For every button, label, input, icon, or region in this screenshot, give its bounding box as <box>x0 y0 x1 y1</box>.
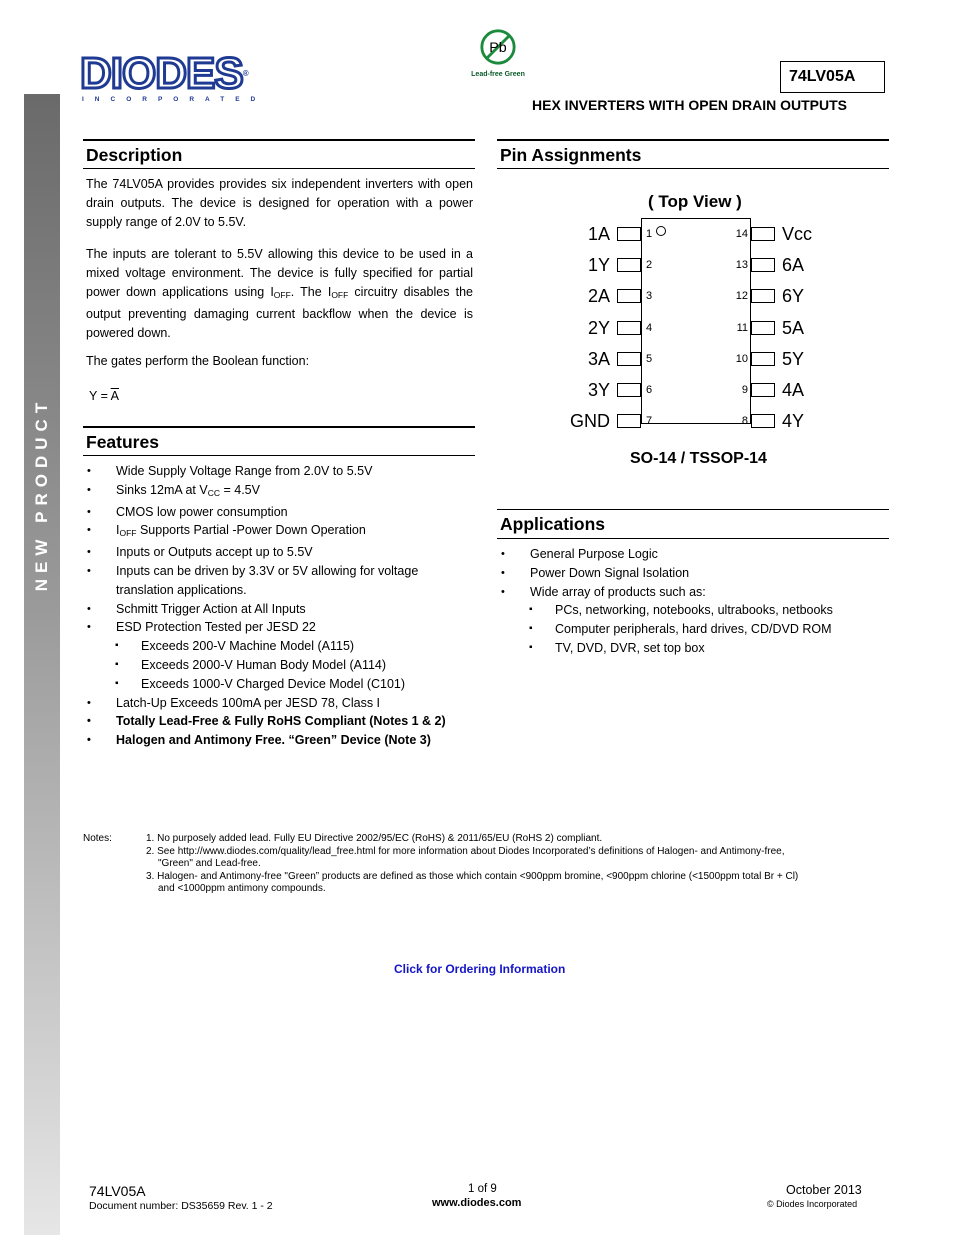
pin-label: 2Y <box>587 317 610 338</box>
note-1: 1. No purposely added lead. Fully EU Directive 2002/95/EC (RoHS) & 2011/65/EU (RoHS 2) compliant. <box>146 833 603 844</box>
list-item: • Inputs can be driven by 3.3V or 5V allowing for voltage translation applications. <box>83 562 475 600</box>
features-section <box>83 426 475 750</box>
pin-number: 2 <box>646 259 653 272</box>
list-item: • Totally Lead-Free & Fully RoHS Compliant (Notes 1 & 2) <box>83 712 475 731</box>
registered-mark: ® <box>242 69 248 78</box>
pin-label: 3A <box>587 348 610 369</box>
applications-heading: Applications <box>497 509 889 539</box>
pin-number: 13 <box>735 259 748 272</box>
pin-label: 1Y <box>587 255 610 276</box>
notes-label: Notes: <box>83 833 112 844</box>
diodes-logo <box>80 49 267 103</box>
chip-body <box>641 218 751 424</box>
pin-number: 9 <box>741 384 748 396</box>
pin-label: 4Y <box>782 411 805 432</box>
features-list <box>83 462 475 750</box>
pin-box <box>617 321 641 335</box>
pin-box <box>617 258 641 272</box>
footer-doc-number: Document number: DS35659 Rev. 1 - 2 <box>89 1200 273 1212</box>
pin-box <box>751 289 775 303</box>
pin-number: 12 <box>735 290 748 303</box>
side-banner-text: NEW PRODUCT <box>32 396 51 592</box>
lead-free-icon <box>479 28 517 66</box>
pin-label: 3Y <box>587 380 610 400</box>
list-item: • CMOS low power consumption <box>83 503 475 522</box>
pin-box <box>617 414 641 428</box>
pin-label: 4A <box>782 380 805 400</box>
pin-box <box>751 258 775 272</box>
pin-number: 4 <box>646 321 653 334</box>
list-item: ▪ Exceeds 1000-V Charged Device Model (C101) <box>83 675 475 694</box>
footer-website: www.diodes.com <box>432 1197 522 1209</box>
applications-section <box>497 509 889 658</box>
list-item: • ESD Protection Tested per JESD 22 <box>83 618 475 637</box>
document-subtitle: HEX INVERTERS WITH OPEN DRAIN OUTPUTS <box>532 97 848 113</box>
pin-number: 10 <box>735 352 748 365</box>
notes-body <box>146 833 886 896</box>
pin-label: 6Y <box>782 286 805 307</box>
note-2-cont: "Green" and Lead-free. <box>158 858 261 869</box>
pin-label: 1A <box>587 224 610 244</box>
applications-list <box>497 545 889 658</box>
list-item: • Power Down Signal Isolation <box>497 564 889 583</box>
pin-label: Vcc <box>782 224 813 244</box>
pin-label: GND <box>570 411 610 432</box>
pin-box <box>751 383 775 397</box>
pin-label: 5A <box>782 317 805 338</box>
list-item: ▪ Exceeds 200-V Machine Model (A115) <box>83 637 475 656</box>
pin-assignments-heading: Pin Assignments <box>497 139 889 169</box>
list-item: • Halogen and Antimony Free. “Green” Device (Note 3) <box>83 731 475 750</box>
pin-label: 2A <box>587 286 610 307</box>
side-banner <box>24 94 60 1235</box>
part-number-box: 74LV05A <box>780 61 885 93</box>
list-item: ▪ Exceeds 2000-V Human Body Model (A114) <box>83 656 475 675</box>
footer-date: October 2013 <box>786 1183 862 1197</box>
pin1-marker-icon <box>656 226 666 236</box>
list-item: • Wide array of products such as: <box>497 583 889 602</box>
pin-number: 3 <box>646 290 653 303</box>
pin-box <box>751 352 775 366</box>
pin-number: 11 <box>736 321 748 334</box>
ordering-info-link[interactable]: Click for Ordering Information <box>394 962 566 976</box>
footer-part-number: 74LV05A <box>89 1183 146 1199</box>
pin-number: 5 <box>646 352 653 365</box>
pin-box <box>617 383 641 397</box>
logo-word: DIODES® <box>80 49 248 98</box>
pin-diagram <box>560 190 840 480</box>
package-label: SO-14 / TSSOP-14 <box>630 450 767 467</box>
leadfree-text: Lead-free Green <box>471 71 525 78</box>
list-item: • Inputs or Outputs accept up to 5.5V <box>83 543 475 562</box>
boolean-equation: $Y = \overline{A}$ <box>89 389 120 404</box>
list-item: ▪ PCs, networking, notebooks, ultrabooks, netbooks <box>497 601 889 620</box>
description-paragraph-3: The gates perform the Boolean function: <box>86 354 310 369</box>
note-3-cont: and <1000ppm antimony compounds. <box>158 883 326 894</box>
top-view-label: ( Top View ) <box>648 192 742 211</box>
logo-subtext: INCORPORATED <box>82 96 267 103</box>
lead-free-green-badge <box>462 28 534 78</box>
pin-label: 6A <box>782 255 805 276</box>
description-heading: Description <box>83 139 475 169</box>
note-2: 2. See http://www.diodes.com/quality/lead_free.html for more information about Diodes Incorporated’s definitions of Halogen- and Antimony-free, <box>146 845 785 857</box>
list-item: • Latch-Up Exceeds 100mA per JESD 78, Class I <box>83 694 475 713</box>
list-item: • Wide Supply Voltage Range from 2.0V to 5.5V <box>83 462 475 481</box>
description-paragraph-1: The 74LV05A provides provides six independent inverters with open drain outputs. The device is designed for operation with a power supply range of 2.0V to 5.5V. <box>86 177 473 229</box>
list-item: • $I_{OFF}$ Supports Partial -Power Down Operation <box>83 521 475 543</box>
pin-box <box>617 289 641 303</box>
pin-box <box>751 414 775 428</box>
pin-number: 6 <box>646 384 653 396</box>
pin-number: 14 <box>735 228 748 240</box>
description-paragraph-2: The inputs are tolerant to 5.5V allowing this device to be used in a mixed voltage environment. The device is fully specified for partial power down applications using $I_{OFF}$. The $I_{OFF}$ circuitry disables the output preventing damaging current backflow when the device is powered down. <box>86 247 473 340</box>
pin-assignments-section <box>497 139 889 169</box>
pin-label: 5Y <box>782 348 805 369</box>
list-item: • Schmitt Trigger Action at All Inputs <box>83 600 475 619</box>
features-heading: Features <box>83 426 475 456</box>
list-item: ▪ TV, DVD, DVR, set top box <box>497 639 889 658</box>
note-3: 3. Halogen- and Antimony-free "Green” products are defined as those which contain <900ppm bromine, <900ppm chlorine (<1500ppm total Br + Cl) <box>146 870 799 882</box>
pin-box <box>751 321 775 335</box>
pin-box <box>751 227 775 241</box>
leadfree-symbol: Pb <box>489 39 507 56</box>
pin-number: 8 <box>741 415 748 428</box>
list-item: • General Purpose Logic <box>497 545 889 564</box>
list-item: • Sinks 12mA at $V_{CC} = 4.5V$ <box>83 481 475 503</box>
pin-number: 1 <box>646 228 653 240</box>
pin-number: 7 <box>646 415 653 428</box>
footer-page-number: 1 of 9 <box>468 1183 497 1195</box>
list-item: ▪ Computer peripherals, hard drives, CD/DVD ROM <box>497 620 889 639</box>
pin-box <box>617 352 641 366</box>
pin-box <box>617 227 641 241</box>
footer-copyright: © Diodes Incorporated <box>767 1199 858 1209</box>
description-section <box>83 139 475 406</box>
